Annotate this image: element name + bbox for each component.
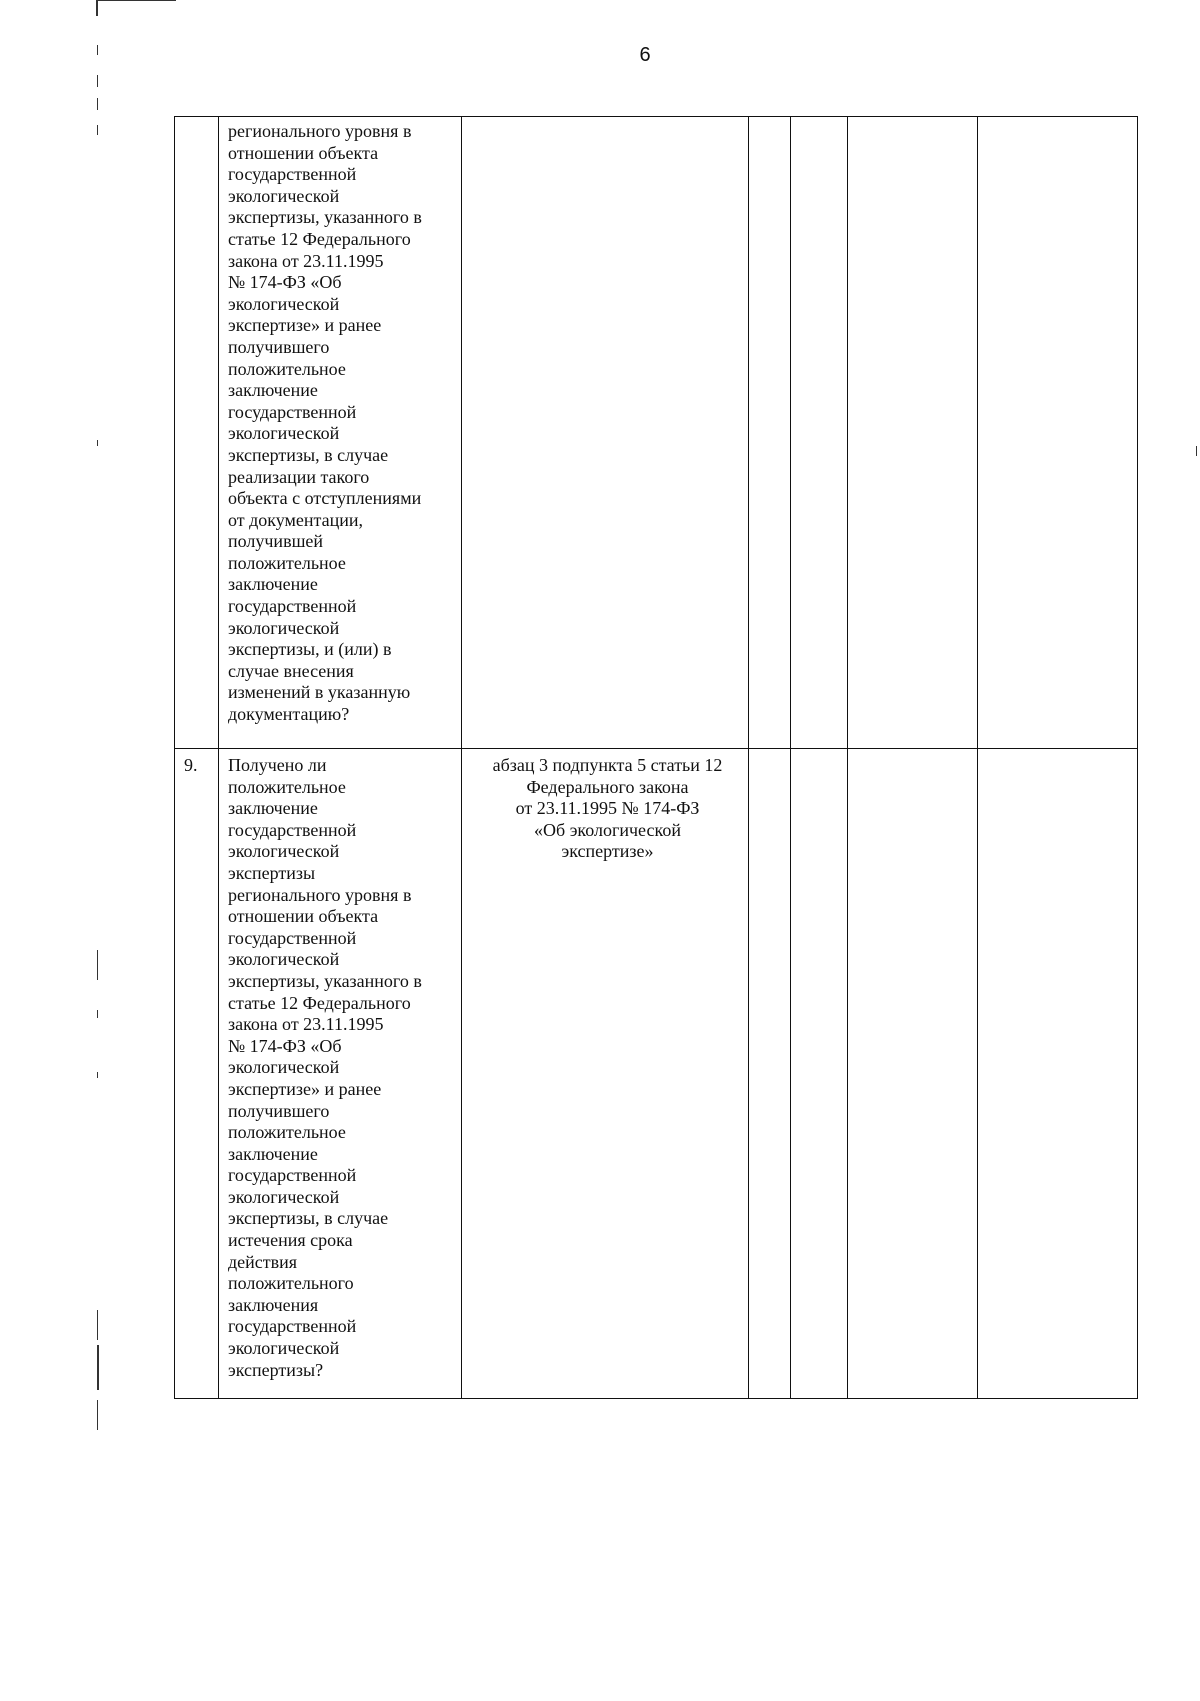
scan-edge-mark xyxy=(97,950,98,980)
question-cell: Получено ли положительное заключение государственной экологической экспертизы регионального уровня в отношении объекта государственной экологической экспертизы, указанного в статье 12 Федерального закона от 23.11.1995 № 174-ФЗ «Об экологической экспертизе» и ранее получившего положительное заключение государственной экологической экспертизы, в случае истечения срока действия положительного заключения государственной экологической экспертизы? xyxy=(219,749,462,1399)
row-number-cell xyxy=(175,117,219,749)
scan-edge-mark xyxy=(97,98,98,110)
scan-edge-mark xyxy=(97,1345,99,1390)
row-number-cell: 9. xyxy=(175,749,219,1399)
scan-edge-mark xyxy=(97,1400,98,1430)
not-applicable-cell xyxy=(848,117,978,749)
notes-cell xyxy=(978,749,1138,1399)
table-row xyxy=(175,749,1138,1399)
scan-edge-mark xyxy=(97,1010,98,1018)
answer-yes-cell xyxy=(749,749,791,1399)
not-applicable-cell xyxy=(848,749,978,1399)
table-row xyxy=(175,117,1138,749)
checklist-table xyxy=(174,116,1138,1399)
answer-yes-cell xyxy=(749,117,791,749)
scan-edge-mark xyxy=(97,1310,98,1340)
answer-no-cell xyxy=(791,117,848,749)
scan-edge-mark xyxy=(96,0,176,1)
scan-edge-mark xyxy=(97,75,98,87)
scan-edge-mark xyxy=(1196,446,1197,456)
scan-edge-mark xyxy=(97,125,98,135)
legal-reference-cell: абзац 3 подпункта 5 статьи 12 Федерального закона от 23.11.1995 № 174-ФЗ «Об экологической экспертизе» xyxy=(462,749,749,1399)
question-cell: регионального уровня в отношении объекта государственной экологической экспертизы, указанного в статье 12 Федерального закона от 23.11.1995 № 174-ФЗ «Об экологической экспертизе» и ранее получившего положительное заключение государственной экологической экспертизы, в случае реализации такого объекта с отступлениями от документации, получившей положительное заключение государственной экологической экспертизы, и (или) в случае внесения изменений в указанную документацию? xyxy=(219,117,462,749)
answer-no-cell xyxy=(791,749,848,1399)
legal-reference-cell xyxy=(462,117,749,749)
notes-cell xyxy=(978,117,1138,749)
scan-edge-mark xyxy=(96,0,98,16)
page-number: 6 xyxy=(639,44,651,66)
scan-edge-mark xyxy=(97,1072,98,1078)
scan-edge-mark xyxy=(97,440,98,446)
